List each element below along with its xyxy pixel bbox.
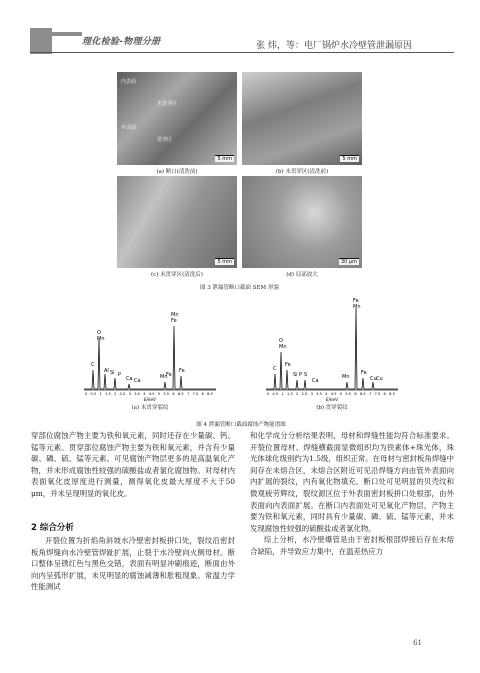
peak-label: Ca	[134, 378, 141, 384]
axis-tick-label: 7	[186, 392, 190, 396]
caption-4b: (b) 贯穿裂纹	[316, 405, 348, 411]
scale-bar: 30 μm	[340, 259, 357, 265]
peak-label: Fe	[353, 298, 359, 304]
sem-panel-d	[242, 176, 362, 268]
axis-tick-label: 5.5	[163, 392, 170, 396]
axis-tick-label: 0	[266, 392, 270, 396]
peak-label: Ca	[312, 378, 319, 384]
axis-tick-label: 1.5	[105, 392, 111, 396]
tag-inner-surface: 内表面	[121, 79, 137, 85]
journal-logo-bar	[46, 32, 82, 36]
caption-3d: (d) 局部放大	[286, 272, 318, 278]
axis-tick-label: 3	[128, 392, 131, 396]
axis-tick-label: 3	[310, 392, 313, 396]
eds-spectrum-a	[80, 296, 220, 402]
axis-tick-label: 4	[325, 392, 328, 396]
axis-tick-label: 7.5	[374, 392, 381, 396]
peak-label: Mn	[342, 374, 350, 380]
header-rule	[30, 52, 454, 53]
figure4-title: 图 4 泄漏管断口截面腐蚀产物能谱图	[196, 422, 286, 428]
peak-label: Fe	[179, 368, 185, 374]
scale-bar: 5 mm	[342, 156, 357, 162]
eds-spectrum-b	[262, 296, 402, 402]
peak-label: Fe	[166, 372, 172, 378]
axis-tick-label: 4.5	[330, 392, 337, 396]
axis-tick-label: 6	[354, 392, 357, 396]
x-axis-label: E/keV	[144, 397, 156, 402]
axis-tick-label: 2	[296, 392, 299, 396]
peak-label: P	[299, 372, 303, 378]
paragraph: 开裂位置为折焰角斜坡水冷壁密封板拼口处，裂纹沿密封板角焊缝向水冷壁管焊趾扩展，止裂于水冷壁向火侧母材。断口整体呈锈红色与黑色交错，表面有明显冲刷痕迹，断面由外向内呈弧形扩展，未见明显的腐蚀减薄和胀粗现象。常温力学性能测试	[31, 536, 235, 592]
peak-label: O	[279, 338, 283, 344]
peak-label: P	[118, 372, 122, 378]
axis-tick-label: 6	[172, 392, 175, 396]
peak-label: Fe	[171, 318, 177, 324]
axis-tick-label: 1.5	[287, 392, 293, 396]
peak-label: Fe	[285, 362, 291, 368]
axis-tick-label: 7.5	[192, 392, 199, 396]
axis-tick-label: 5.5	[345, 392, 352, 396]
axis-tick-label: 0	[84, 392, 88, 396]
peak-label: Si	[293, 372, 298, 378]
peak-label: O	[97, 330, 101, 336]
caption-3b: (b) 未贯穿区(清洗前)	[275, 169, 329, 175]
caption-4a: (a) 未贯穿裂纹	[131, 405, 169, 411]
caption-3c: (c) 未贯穿区(清洗后)	[151, 272, 203, 278]
sem-panel-b	[242, 72, 362, 165]
tag-outer-surface: 外表面	[121, 125, 137, 131]
peak-label: Mn	[279, 344, 287, 350]
paragraph: 和化学成分分析结果表明，母材和焊缝性能均符合标准要求。开裂位置母材、焊缝横截面显微组织均为铁素体+珠光体，珠光体球化级别约为1.5级，组织正常。在母材与密封板角焊缝中间存在未熔合区，未熔合区附近可见沿焊缝方向由管外表面向内扩展的裂纹，内有氧化物填充。断口处可见明显的贝壳纹和微观疲劳辉纹，裂纹源区位于外表面密封板拼口处根部，由外表面向内表面扩展。在断口内表面处可见氧化产物层，产物主要为铁和氧元素，同时具有少量碳、磷、硫、锰等元素，并未发现腐蚀性较强的硫酸盐或者氯化物。	[250, 431, 454, 533]
peak-label: C	[273, 366, 277, 372]
axis-tick-label: 8	[201, 392, 204, 396]
axis-tick-label: 2	[114, 392, 117, 396]
caption-3a: (a) 断口(清洗前)	[156, 169, 198, 175]
peak-label: Cu	[376, 376, 383, 382]
axis-tick-label: 4	[143, 392, 146, 396]
axis-tick-label: 3.5	[134, 392, 140, 396]
page-number: 61	[413, 639, 422, 647]
axis-tick-label: 6.5	[177, 392, 184, 396]
left-column-top	[31, 430, 235, 500]
sem-panel-a	[117, 72, 237, 165]
journal-name: 理化检验-物理分册	[82, 37, 161, 47]
peak-label: Mn	[160, 374, 168, 380]
peak-label: Mn	[97, 336, 105, 342]
peak-label: Mn	[353, 304, 361, 310]
axis-tick-label: 0.5	[90, 392, 97, 396]
peak-label: Si	[110, 370, 115, 376]
x-axis-label: E/keV	[326, 397, 338, 402]
peak-label: Mn	[171, 312, 179, 318]
scale-bar: 5 mm	[217, 259, 232, 265]
running-head: 张 炜，等：电厂锅炉水冷壁管泄漏原因	[256, 41, 412, 51]
peak-label: Al	[104, 368, 109, 374]
axis-tick-label: 8.5	[389, 392, 395, 396]
left-column-bottom	[31, 535, 235, 593]
page-header	[0, 0, 480, 58]
scale-bar: 5 mm	[217, 156, 232, 162]
axis-tick-label: 8.5	[207, 392, 213, 396]
peak-label: C	[91, 362, 95, 368]
axis-tick-label: 3.5	[316, 392, 322, 396]
peak-label: S	[304, 372, 308, 378]
axis-tick-label: 4.5	[148, 392, 155, 396]
tag-penetrated-zone: 贯穿区	[157, 137, 173, 143]
tag-unpenetrated-zone: 未贯穿区	[157, 101, 178, 107]
peak-label: Ca	[126, 376, 133, 382]
axis-tick-label: 1	[281, 392, 284, 396]
axis-tick-label: 2.5	[301, 392, 308, 396]
paragraph: 综上分析，水冷壁爆管是由于密封板根部焊接后存在未熔合缺陷，并导致应力集中，在温差热应力	[250, 535, 454, 556]
right-column	[250, 430, 454, 558]
peak-label: Cu	[370, 376, 377, 382]
axis-tick-label: 5	[157, 392, 161, 396]
axis-tick-label: 8	[383, 392, 386, 396]
axis-tick-label: 2.5	[119, 392, 126, 396]
axis-tick-label: 6.5	[359, 392, 366, 396]
axis-tick-label: 1	[99, 392, 102, 396]
section-heading: 2 综合分析	[31, 523, 74, 533]
figure3-title: 图 3 泄漏管断口截面 SEM 形貌	[200, 285, 279, 291]
sem-panel-c	[117, 176, 237, 268]
axis-tick-label: 7	[368, 392, 372, 396]
peak-label: Fe	[361, 370, 367, 376]
paragraph: 穿部位腐蚀产物主要为铁和氧元素，同时还存在少量碳、钙、锰等元素。贯穿部位腐蚀产物主要为铁和氧元素，并含有少量碳、磷、硫、锰等元素。可见腐蚀产物层更多的是高温氧化产物，并未形成腐蚀性较强的硫酸盐或者氯化腐蚀物。对母材内表面氧化皮厚度进行测量，测得氧化皮最大厚度不大于50 μm，并未呈现明显的氧化皮。	[31, 431, 235, 498]
axis-tick-label: 5	[339, 392, 343, 396]
axis-tick-label: 0.5	[272, 392, 279, 396]
